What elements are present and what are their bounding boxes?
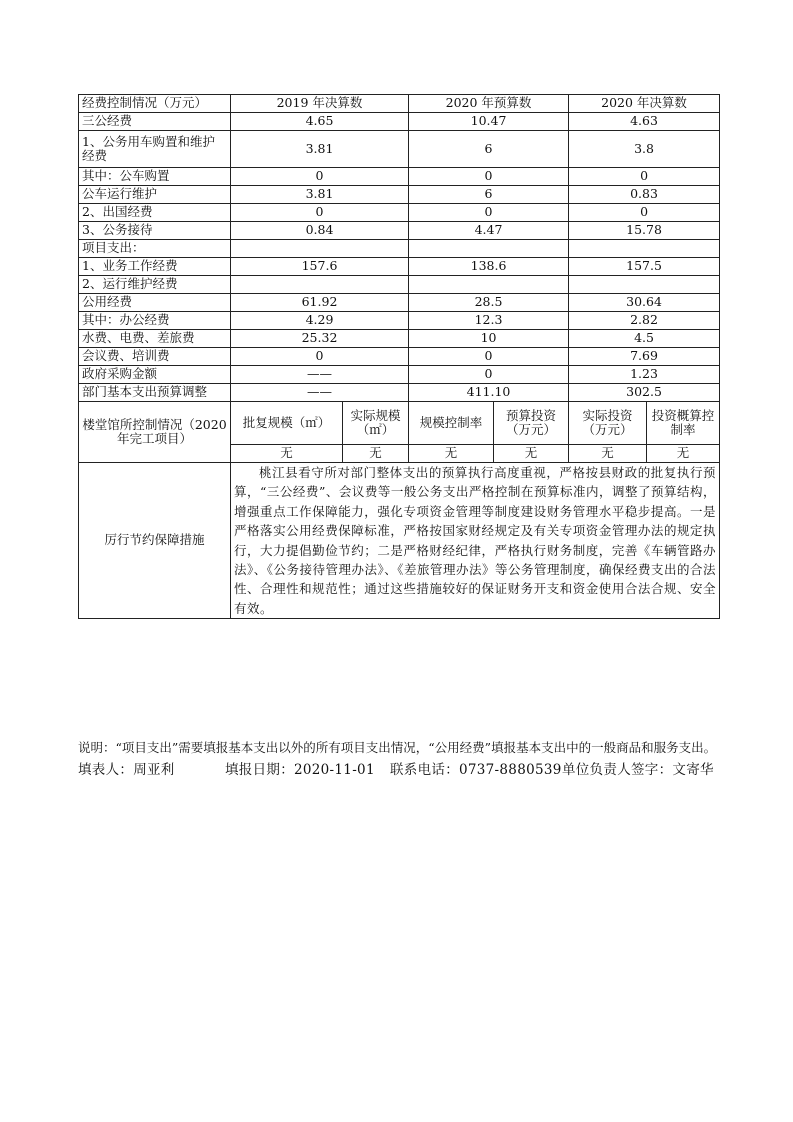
value-2020-final: 0	[569, 204, 720, 222]
value-2019: ——	[231, 384, 409, 402]
row-label: 三公经费	[79, 113, 231, 131]
measures-text-cell	[231, 463, 720, 619]
row-label: 公车运行维护	[79, 186, 231, 204]
fill-date: 填报日期：2020-11-01	[225, 762, 375, 778]
header-2019-final: 2019 年决算数	[231, 95, 409, 113]
value-2019: 4.29	[231, 312, 409, 330]
row-label: 会议费、培训费	[79, 348, 231, 366]
table-row	[79, 384, 720, 402]
building-value-scale-control-rate: 无	[409, 445, 494, 463]
footer-note: 说明：“项目支出”需要填报基本支出以外的所有项目支出情况，“公用经费”填报基本支出中的一般商品和服务支出。	[78, 740, 717, 755]
value-2019: 0	[231, 204, 409, 222]
building-control-label: 楼堂馆所控制情况（2020 年完工项目）	[79, 402, 231, 463]
building-header-actual-investment: 实际投资（万元）	[569, 402, 647, 445]
value-2020-budget: 12.3	[409, 312, 569, 330]
value-2019: 3.81	[231, 131, 409, 168]
value-2020-final: 0	[569, 168, 720, 186]
table-row	[79, 113, 720, 131]
table-row	[79, 276, 720, 294]
value-2020-final	[569, 240, 720, 258]
building-value-budget-investment: 无	[494, 445, 569, 463]
value-2019: 61.92	[231, 294, 409, 312]
row-label: 其中：公车购置	[79, 168, 231, 186]
value-2020-final: 0.83	[569, 186, 720, 204]
building-header-approved-scale: 批复规模（㎡）	[231, 402, 343, 445]
value-2020-budget: 0	[409, 204, 569, 222]
header-category: 经费控制情况（万元）	[79, 95, 231, 113]
building-value-investment-control-rate: 无	[647, 445, 720, 463]
header-2020-budget: 2020 年预算数	[409, 95, 569, 113]
value-2019: 0	[231, 168, 409, 186]
value-2020-final: 4.5	[569, 330, 720, 348]
building-header-investment-control-rate: 投资概算控制率	[647, 402, 720, 445]
header-2020-final: 2020 年决算数	[569, 95, 720, 113]
row-label: 项目支出：	[79, 240, 231, 258]
value-2020-final: 30.64	[569, 294, 720, 312]
value-2020-budget: 28.5	[409, 294, 569, 312]
value-2020-final: 2.82	[569, 312, 720, 330]
row-label: 部门基本支出预算调整	[79, 384, 231, 402]
table-row	[79, 366, 720, 384]
building-header-actual-scale: 实际规模（㎡）	[343, 402, 409, 445]
table-row	[79, 240, 720, 258]
row-label: 其中：办公经费	[79, 312, 231, 330]
value-2020-final: 7.69	[569, 348, 720, 366]
table-row	[79, 186, 720, 204]
building-value-actual-scale: 无	[343, 445, 409, 463]
table-row	[79, 258, 720, 276]
value-2019: 0	[231, 348, 409, 366]
filler-name: 填表人：周亚利	[78, 762, 175, 778]
value-2019: 4.65	[231, 113, 409, 131]
table-row	[79, 222, 720, 240]
value-2019: 3.81	[231, 186, 409, 204]
measures-label: 厉行节约保障措施	[79, 463, 231, 619]
row-label: 水费、电费、差旅费	[79, 330, 231, 348]
measures-text: 桃江县看守所对部门整体支出的预算执行高度重视，严格按县财政的批复执行预算，“三公经费”、会议费等一般公务支出严格控制在预算标准内，调整了预算结构，增强重点工作保障能力，强化专项资金管理等制度建设财务管理水平稳步提高。一是严格落实公用经费保障标准，严格按国家财经规定及有关专项资金管理办法的规定执行，大力提倡勤俭节约；二是严格财经纪律，严格执行财务制度，完善《车辆管路办法》、《公务接待管理办法》、《差旅管理办法》等公务管理制度，确保经费支出的合法性、合理性和规范性；通过这些措施较好的保证财务开支和资金使用合法合规、安全有效。	[234, 465, 717, 616]
footer	[78, 738, 728, 782]
building-header-scale-control-rate: 规模控制率	[409, 402, 494, 445]
table-row	[79, 131, 720, 168]
table-row	[79, 168, 720, 186]
value-2019: 157.6	[231, 258, 409, 276]
value-2020-budget: 4.47	[409, 222, 569, 240]
value-2019	[231, 276, 409, 294]
building-value-approved-scale: 无	[231, 445, 343, 463]
value-2020-budget	[409, 240, 569, 258]
row-label: 2、运行维护经费	[79, 276, 231, 294]
value-2020-budget: 411.10	[409, 384, 569, 402]
value-2020-final: 157.5	[569, 258, 720, 276]
value-2020-budget: 6	[409, 131, 569, 168]
value-2020-budget	[409, 276, 569, 294]
building-header-row	[79, 402, 720, 445]
row-label: 1、公务用车购置和维护经费	[79, 131, 231, 168]
expense-control-sheet	[78, 94, 719, 619]
row-label: 3、公务接待	[79, 222, 231, 240]
measures-row	[79, 463, 720, 619]
value-2020-budget: 0	[409, 168, 569, 186]
value-2020-budget: 0	[409, 348, 569, 366]
value-2020-final: 4.63	[569, 113, 720, 131]
table-row	[79, 294, 720, 312]
value-2020-budget: 10	[409, 330, 569, 348]
building-header-budget-investment: 预算投资（万元）	[494, 402, 569, 445]
value-2020-budget: 0	[409, 366, 569, 384]
value-2019: 0.84	[231, 222, 409, 240]
row-label: 2、出国经费	[79, 204, 231, 222]
table-row	[79, 312, 720, 330]
building-value-actual-investment: 无	[569, 445, 647, 463]
value-2019: 25.32	[231, 330, 409, 348]
value-2020-budget: 6	[409, 186, 569, 204]
table-row	[79, 330, 720, 348]
row-label: 公用经费	[79, 294, 231, 312]
row-label: 1、业务工作经费	[79, 258, 231, 276]
row-label: 政府采购金额	[79, 366, 231, 384]
value-2020-final	[569, 276, 720, 294]
signature-row	[78, 760, 728, 782]
contact-phone: 联系电话：0737-8880539	[390, 762, 562, 778]
expense-control-table	[78, 94, 720, 619]
table-header-row	[79, 95, 720, 113]
value-2020-budget: 138.6	[409, 258, 569, 276]
value-2019: ——	[231, 366, 409, 384]
unit-leader-signature: 单位负责人签字：文寄华	[562, 762, 714, 778]
table-row	[79, 204, 720, 222]
value-2020-final: 302.5	[569, 384, 720, 402]
value-2020-final: 3.8	[569, 131, 720, 168]
value-2019	[231, 240, 409, 258]
value-2020-budget: 10.47	[409, 113, 569, 131]
value-2020-final: 1.23	[569, 366, 720, 384]
table-row	[79, 348, 720, 366]
value-2020-final: 15.78	[569, 222, 720, 240]
